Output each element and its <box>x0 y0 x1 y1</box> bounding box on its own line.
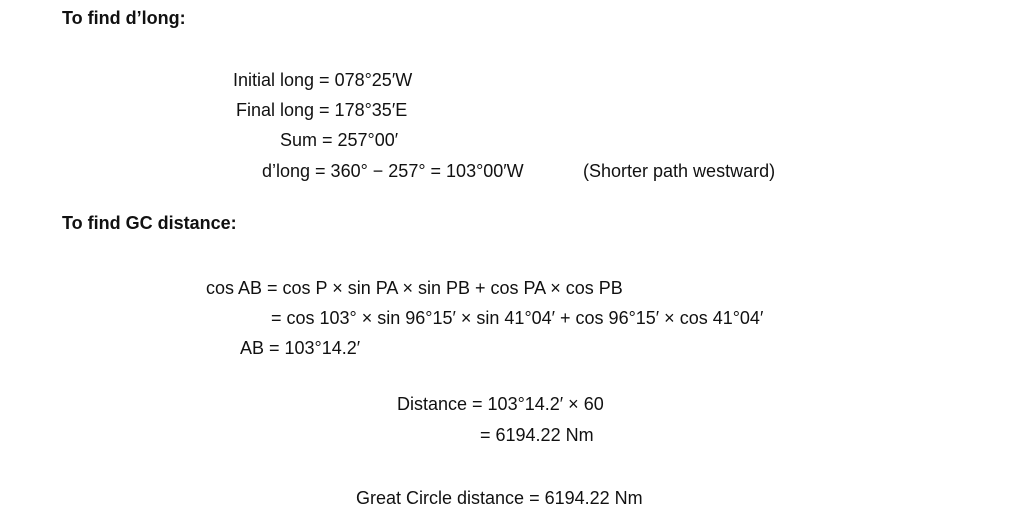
distance-line-2: = 6194.22 Nm <box>480 425 594 445</box>
heading-gc-distance: To find GC distance: <box>62 213 237 233</box>
initial-long-line: Initial long = 078°25′W <box>233 70 413 90</box>
final-long-line: Final long = 178°35′E <box>236 100 408 120</box>
heading-dlong: To find d’long: <box>62 8 186 28</box>
dlong-note: (Shorter path westward) <box>583 161 776 181</box>
gc-substitution-line: = cos 103° × sin 96°15′ × sin 41°04′ + cos 96°15′ × cos 41°04′ <box>271 308 764 328</box>
gc-formula-line: cos AB = cos P × sin PA × sin PB + cos PA × cos PB <box>206 278 623 298</box>
distance-line-1: Distance = 103°14.2′ × 60 <box>397 394 604 414</box>
sum-line: Sum = 257°00′ <box>280 130 399 150</box>
great-circle-distance-line: Great Circle distance = 6194.22 Nm <box>356 488 643 508</box>
dlong-result-line: d’long = 360° − 257° = 103°00′W <box>262 161 524 181</box>
ab-result-line: AB = 103°14.2′ <box>240 338 361 358</box>
